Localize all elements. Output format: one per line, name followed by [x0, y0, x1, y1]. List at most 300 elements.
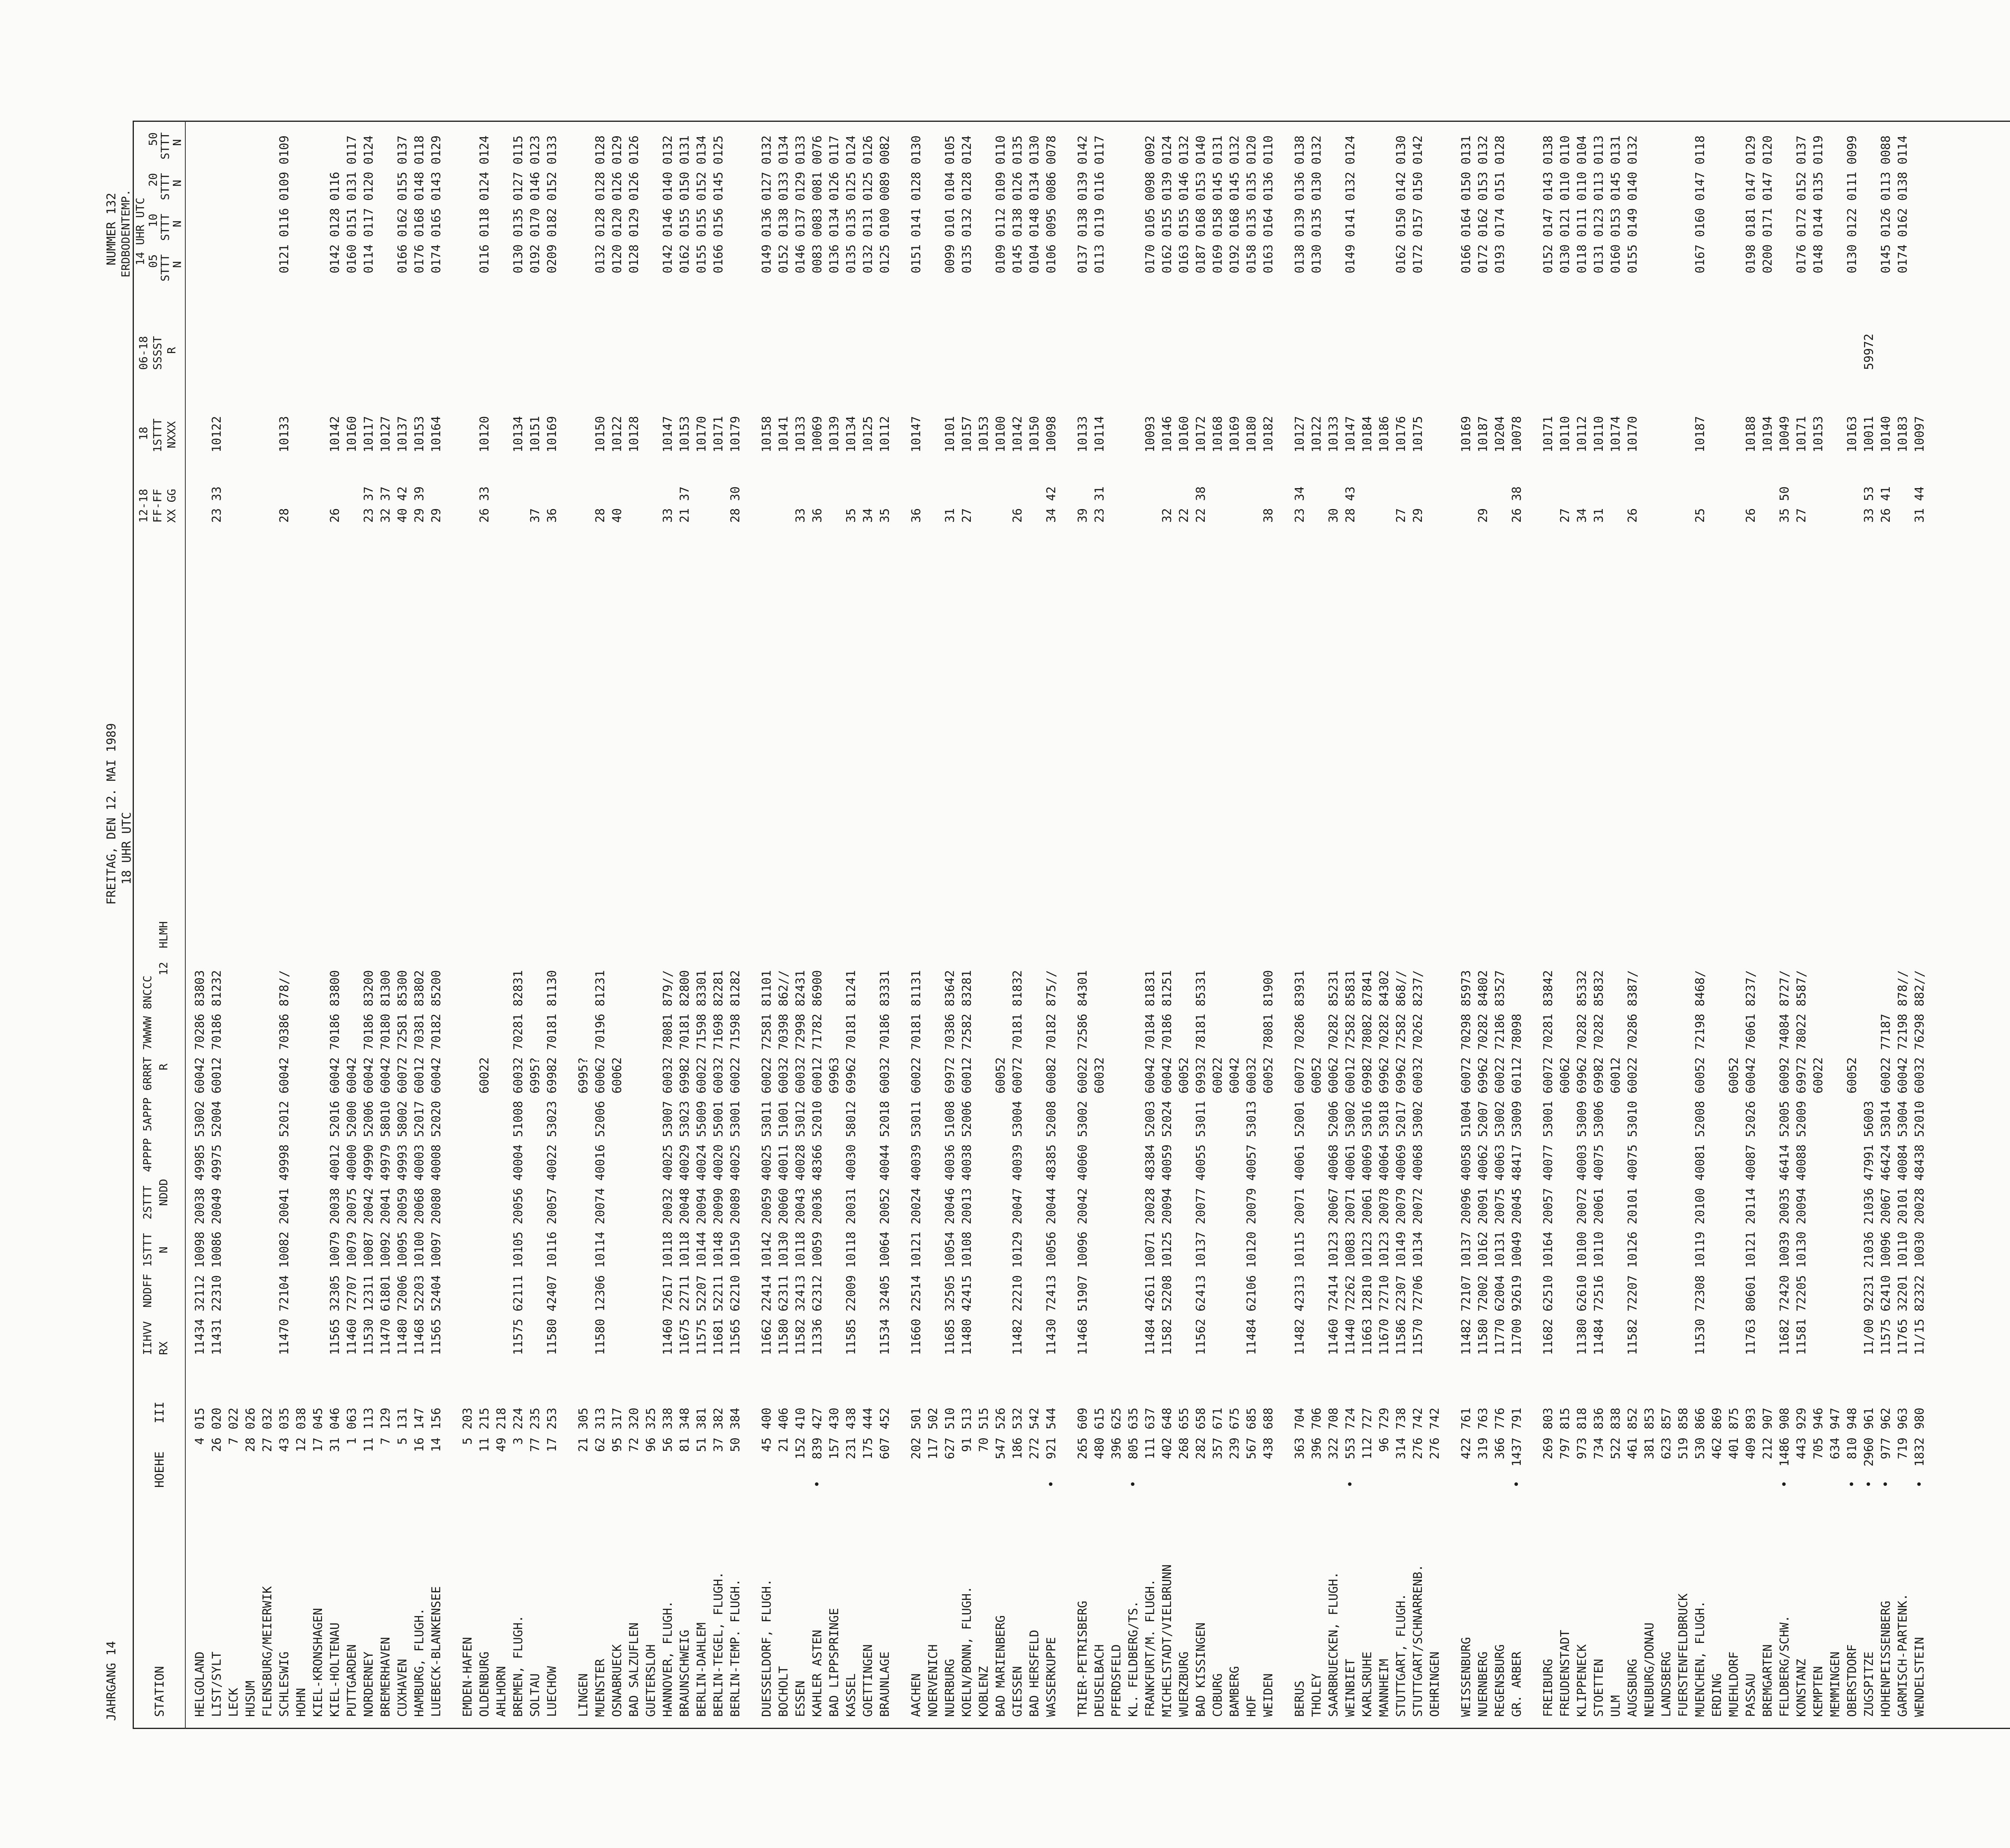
cell-erd: 0172 0157 0150 0142 — [1411, 135, 1425, 273]
cell-hoehe: 11 — [478, 1437, 492, 1452]
cell-iii: 235 — [528, 1407, 542, 1429]
cell-main: 11482 72107 10137 20096 40058 51004 60072 70298 85973 — [1459, 970, 1473, 1355]
cell-erd: 0148 0144 0135 0119 — [1811, 135, 1825, 273]
cell-main: 60052 — [1177, 1057, 1191, 1355]
cell-iii: 708 — [1327, 1407, 1341, 1429]
cell-main: 60032 — [1093, 1057, 1107, 1355]
cell-main: 11585 22009 10118 20031 40030 58012 69962 70181 81241 — [844, 970, 858, 1355]
cell-hoehe: 623 — [1659, 1437, 1674, 1460]
cell-station: FREIBURG — [1541, 1659, 1555, 1717]
cell-hoehe: 152 — [794, 1437, 808, 1460]
cell-ff: 32 — [1160, 508, 1174, 523]
cell-ff: 36 — [545, 508, 559, 523]
cell-hoehe: 322 — [1327, 1437, 1341, 1460]
cell-station: PFERDSFELD — [1110, 1644, 1124, 1717]
col-ff-1: 12-18 — [137, 489, 150, 523]
cell-main: 11586 22307 10149 20079 40069 52017 69962 72582 868// — [1394, 970, 1408, 1355]
cell-star: • — [1044, 1480, 1058, 1488]
cell-iii: 038 — [294, 1407, 308, 1429]
cell-iii: 609 — [1076, 1407, 1090, 1429]
cell-stt: 10120 — [478, 416, 492, 452]
cell-station: PASSAU — [1744, 1673, 1758, 1717]
cell-iii: 658 — [1194, 1407, 1208, 1429]
cell-stt: 10117 — [362, 416, 376, 452]
cell-iii: 502 — [926, 1407, 940, 1429]
cell-hoehe: 11 — [362, 1437, 376, 1452]
cell-hoehe: 396 — [1310, 1437, 1324, 1460]
cell-iii: 026 — [244, 1407, 258, 1429]
cell-erd: 0128 0129 0126 0126 — [627, 135, 641, 273]
cell-stt: 10169 — [1228, 416, 1242, 452]
cell-erd: 0166 0162 0155 0137 — [396, 135, 410, 273]
cell-main: 11582 72207 10126 20101 40075 53010 60022 70286 8387/ — [1626, 970, 1640, 1355]
cell-stt: 10133 — [1076, 416, 1090, 452]
cell-stt: 10160 — [1177, 416, 1191, 452]
cell-ff: 40 — [610, 508, 624, 523]
cell-hoehe: 553 — [1343, 1437, 1358, 1460]
cell-iii: 776 — [1493, 1407, 1507, 1429]
cell-hoehe: 810 — [1845, 1437, 1859, 1460]
cell-erd: 0152 0147 0143 0138 — [1541, 135, 1555, 273]
cell-station: NOERVENICH — [926, 1644, 940, 1717]
cell-main: 6995? — [576, 1057, 591, 1355]
col-station: STATION — [153, 1666, 167, 1717]
cell-iii: 963 — [1896, 1407, 1910, 1429]
cell-iii: 045 — [311, 1407, 325, 1429]
cell-ff: 36 — [810, 508, 825, 523]
cell-erd: 0163 0164 0136 0110 — [1261, 135, 1276, 273]
cell-station: KIEL-KRONSHAGEN — [311, 1608, 325, 1717]
cell-stt: 10133 — [277, 416, 291, 452]
cell-hoehe: 1486 — [1778, 1437, 1792, 1467]
cell-stt: 10187 — [1693, 416, 1707, 452]
cell-stt: 10171 — [1541, 416, 1555, 452]
cell-ff: 26 41 — [1879, 486, 1893, 523]
cell-ff: 28 30 — [728, 486, 742, 523]
cell-erd: 0130 0135 0130 0132 — [1310, 135, 1324, 273]
cell-erd: 0174 0165 0143 0129 — [429, 135, 443, 273]
cell-stt: 10151 — [528, 416, 542, 452]
cell-main: 11700 92619 10049 20045 48417 53009 60112 78098 — [1510, 1014, 1524, 1355]
cell-hoehe: 12 — [294, 1437, 308, 1452]
cell-stt: 10180 — [1245, 416, 1259, 452]
cell-erd: 0116 0118 0124 0124 — [478, 135, 492, 273]
cell-iii: 763 — [1476, 1407, 1490, 1429]
cell-iii: 544 — [1044, 1407, 1058, 1429]
cell-station: AHLHORN — [494, 1666, 509, 1717]
cell-main: 6995? — [528, 1057, 542, 1355]
cell-erd: 0155 0155 0152 0134 — [695, 135, 709, 273]
cell-hoehe: 95 — [610, 1437, 624, 1452]
cell-station: BERLIN-DAHLEM — [695, 1622, 709, 1717]
cell-ff: 29 39 — [412, 486, 427, 523]
cell-main: 11582 52208 10125 20094 40059 52024 60042 70186 81251 — [1160, 970, 1174, 1355]
jahrgang-label: JAHRGANG 14 — [105, 1641, 119, 1721]
cell-hoehe: 56 — [661, 1437, 675, 1452]
cell-stt: 10170 — [1626, 416, 1640, 452]
cell-iii: 675 — [1228, 1407, 1242, 1429]
cell-iii: 648 — [1160, 1407, 1174, 1429]
cell-station: KL. FELDBERG/TS. — [1126, 1601, 1140, 1717]
cell-iii: 338 — [661, 1407, 675, 1429]
cell-ff: 22 38 — [1194, 486, 1208, 523]
cell-stt: 10153 — [977, 416, 991, 452]
cell-iii: 224 — [511, 1407, 525, 1429]
cell-iii: 113 — [362, 1407, 376, 1429]
cell-hoehe: 21 — [576, 1437, 591, 1452]
cell-stt: 10112 — [1575, 416, 1589, 452]
cell-erd: 0149 0141 0132 0124 — [1343, 135, 1358, 273]
cell-hoehe: 112 — [1360, 1437, 1374, 1460]
cell-stt: 10169 — [545, 416, 559, 452]
cell-main: 60042 — [1228, 1057, 1242, 1355]
cell-station: BAD LIPPSPRINGE — [827, 1608, 841, 1717]
cell-hoehe: 45 — [760, 1437, 774, 1452]
cell-station: COBURG — [1211, 1673, 1225, 1717]
col-stt-3: NXXX — [165, 421, 178, 448]
cell-iii: 946 — [1811, 1407, 1825, 1429]
cell-hoehe: 7 — [227, 1437, 241, 1445]
cell-erd: 0114 0117 0120 0124 — [362, 135, 376, 273]
cell-station: KEMPTEN — [1811, 1666, 1825, 1717]
cell-star: • — [1126, 1480, 1140, 1488]
cell-stt: 10147 — [1343, 416, 1358, 452]
cell-hoehe: 117 — [926, 1437, 940, 1460]
cell-main: 11565 32305 10079 20038 40012 52016 60042 70186 83800 — [328, 970, 342, 1355]
cell-stt: 10168 — [1211, 416, 1225, 452]
cell-main: 11470 72104 10082 20041 49998 52012 60042 70386 878// — [277, 970, 291, 1355]
cell-main: 11336 62312 10059 20036 48366 52010 60012 71782 86900 — [810, 970, 825, 1355]
cell-station: CUXHAVEN — [396, 1659, 410, 1717]
cell-stt: 10011 — [1862, 416, 1876, 452]
cell-station: LUECHOW — [545, 1666, 559, 1717]
cell-stt: 10153 — [1811, 416, 1825, 452]
cell-hoehe: 186 — [1011, 1437, 1025, 1460]
col-stt-2: 1STTT — [151, 418, 164, 452]
cell-stt: 10160 — [345, 416, 359, 452]
cell-station: KAHLER ASTEN — [810, 1630, 825, 1717]
cell-main: 11682 62510 10164 20057 40077 53001 60072 70281 83842 — [1541, 970, 1555, 1355]
cell-ff: 34 — [861, 508, 875, 523]
cell-station: BOCHOLT — [777, 1666, 791, 1717]
cell-erd: 0135 0132 0128 0124 — [960, 135, 974, 273]
cell-hoehe: 96 — [1377, 1437, 1391, 1452]
cell-iii: 791 — [1510, 1407, 1524, 1429]
cell-star: • — [1913, 1480, 1927, 1488]
cell-iii: 046 — [328, 1407, 342, 1429]
col-stt-1: 18 — [137, 427, 150, 440]
cell-station: WASSERKUPPE — [1044, 1637, 1058, 1717]
cell-stt: 10142 — [1011, 416, 1025, 452]
cell-main: 11380 62610 10100 20072 40003 53009 69962 70282 85332 — [1575, 970, 1589, 1355]
cell-stt: 10171 — [712, 416, 726, 452]
cell-station: AUGSBURG — [1626, 1659, 1640, 1717]
cell-erd: 0169 0158 0145 0131 — [1211, 135, 1225, 273]
cell-erd: 0121 0116 0109 0109 — [277, 135, 291, 273]
cell-hoehe: 357 — [1211, 1437, 1225, 1460]
cell-hoehe: 265 — [1076, 1437, 1090, 1460]
cell-stt: 10137 — [396, 416, 410, 452]
cell-erd: 0209 0182 0152 0133 — [545, 135, 559, 273]
cell-main: 11460 72617 10118 20032 40025 53007 60032 78081 879// — [661, 970, 675, 1355]
cell-hoehe: 70 — [977, 1437, 991, 1452]
time-label: 18 UHR UTC — [120, 812, 134, 885]
cell-main: 11480 72006 10095 20059 49993 58002 60072 72581 85300 — [396, 970, 410, 1355]
cell-iii: 035 — [277, 1407, 291, 1429]
cell-ff: 38 — [1261, 508, 1276, 523]
cell-hoehe: 239 — [1228, 1437, 1242, 1460]
cell-ff: 26 — [328, 508, 342, 523]
cell-erd: 0109 0112 0109 0110 — [994, 135, 1008, 273]
cell-iii: 852 — [1626, 1407, 1640, 1429]
cell-main: 60022 — [1811, 1057, 1825, 1355]
cell-main: 11580 42407 10116 20057 40022 53023 69982 70181 81130 — [545, 970, 559, 1355]
cell-ff: 33 53 — [1862, 486, 1876, 523]
cell-station: BRAUNSCHWEIG — [678, 1630, 692, 1717]
cell-ff: 26 — [1744, 508, 1758, 523]
cell-erd: 0149 0136 0127 0132 — [760, 135, 774, 273]
cell-ff: 27 — [1394, 508, 1408, 523]
cell-erd: 0142 0128 0116 — [328, 172, 342, 273]
cell-iii: 218 — [494, 1407, 509, 1429]
cell-hoehe: 202 — [909, 1437, 923, 1460]
cell-station: KASSEL — [844, 1673, 858, 1717]
cell-erd: 0174 0162 0138 0114 — [1896, 135, 1910, 273]
cell-erd: 0125 0100 0089 0082 — [878, 135, 892, 273]
erdboden-time: 14 UHR UTC — [133, 197, 147, 265]
cell-erd: 0132 0128 0128 0128 — [593, 135, 607, 273]
cell-main: 60062 — [1558, 1057, 1572, 1355]
cell-iii: 625 — [1110, 1407, 1124, 1429]
cell-station: HOF — [1245, 1695, 1259, 1717]
cell-ff: 35 50 — [1778, 486, 1792, 523]
cell-iii: 015 — [193, 1407, 207, 1429]
cell-iii: 729 — [1377, 1407, 1391, 1429]
cell-erd: 0142 0146 0140 0132 — [661, 135, 675, 273]
cell-stt: 10157 — [960, 416, 974, 452]
cell-hoehe: 14 — [429, 1437, 443, 1452]
cell-ff: 27 — [1558, 508, 1572, 523]
cell-hoehe: 5 — [396, 1437, 410, 1445]
cell-stt: 10158 — [760, 416, 774, 452]
col-erd-2: STTT STTT STTT STTT — [158, 132, 172, 281]
cell-ff: 36 — [909, 508, 923, 523]
cell-main: 11530 72308 10119 20100 40081 52008 60052 72198 8468/ — [1693, 970, 1707, 1355]
cell-stt: 10194 — [1761, 416, 1775, 452]
cell-hoehe: 269 — [1541, 1437, 1555, 1460]
cell-main: 11660 22514 10121 20024 40039 53011 60022 70181 81131 — [909, 970, 923, 1355]
cell-station: FREUDENSTADT — [1558, 1630, 1572, 1717]
cell-ff: 28 43 — [1343, 486, 1358, 523]
cell-station: ESSEN — [794, 1680, 808, 1717]
cell-erd: 0152 0138 0133 0134 — [777, 135, 791, 273]
cell-iii: 515 — [977, 1407, 991, 1429]
cell-ff: 29 — [1476, 508, 1490, 523]
cell-hoehe: 402 — [1160, 1437, 1174, 1460]
cell-hoehe: 530 — [1693, 1437, 1707, 1460]
cell-main: 11468 51907 10096 20042 40060 53002 60022 72586 84301 — [1076, 970, 1090, 1355]
cell-station: REGENSBURG — [1493, 1644, 1507, 1717]
cell-star: • — [1862, 1480, 1876, 1488]
cell-iii: 430 — [827, 1407, 841, 1429]
cell-star: • — [1879, 1480, 1893, 1488]
cell-erd: 0155 0149 0140 0132 — [1626, 135, 1640, 273]
header-rule — [185, 121, 186, 1729]
cell-hoehe: 49 — [494, 1437, 509, 1452]
cell-iii: 907 — [1761, 1407, 1775, 1429]
cell-hoehe: 16 — [412, 1437, 427, 1452]
cell-stt: 10139 — [827, 416, 841, 452]
cell-iii: 020 — [210, 1407, 224, 1429]
cell-station: BERUS — [1293, 1680, 1307, 1717]
cell-erd: 0172 0162 0153 0132 — [1476, 135, 1490, 273]
cell-main: 11480 42415 10108 20013 40038 52006 60012 72582 83281 — [960, 970, 974, 1355]
cell-stt: 10187 — [1476, 416, 1490, 452]
cell-star: • — [1343, 1480, 1358, 1488]
cell-station: BAD KISSINGEN — [1194, 1622, 1208, 1717]
cell-station: FELDBERG/SCHW. — [1778, 1615, 1792, 1717]
cell-main: 11484 72516 10110 20061 40075 53006 69982 70282 85832 — [1592, 970, 1606, 1355]
cell-station: GR. ARBER — [1510, 1651, 1524, 1717]
cell-hoehe: 17 — [311, 1437, 325, 1452]
cell-stt: 10142 — [328, 416, 342, 452]
cell-stt: 10146 — [1160, 416, 1174, 452]
cell-iii: 131 — [396, 1407, 410, 1429]
cell-ff: 34 42 — [1044, 486, 1058, 523]
erdboden-label: ERDBODENTEMP. — [119, 189, 132, 277]
cell-main: 11581 72205 10130 20094 40088 52009 69972 78022 8587/ — [1795, 970, 1809, 1355]
cell-stt: 10182 — [1261, 416, 1276, 452]
cell-ff: 31 44 — [1913, 486, 1927, 523]
cell-station: BAD SALZUFLEN — [627, 1622, 641, 1717]
cell-erd: 0145 0138 0126 0135 — [1011, 135, 1025, 273]
rotated-page — [105, 101, 2010, 1729]
cell-iii: 893 — [1744, 1407, 1758, 1429]
cell-station: WEINBIET — [1343, 1659, 1358, 1717]
cell-erd: 0192 0170 0146 0123 — [528, 135, 542, 273]
cell-iii: 727 — [1360, 1407, 1374, 1429]
cell-main: 11534 32405 10064 20052 40044 52018 60032 70186 83331 — [878, 970, 892, 1355]
cell-iii: 685 — [1245, 1407, 1259, 1429]
cell-station: KONSTANZ — [1795, 1659, 1809, 1717]
cell-stt: 10172 — [1194, 416, 1208, 452]
cell-station: HUSUM — [244, 1680, 258, 1717]
cell-stt: 10170 — [695, 416, 709, 452]
cell-station: HAMBURG, FLUGH. — [412, 1608, 427, 1717]
cell-main: 11570 72706 10134 20072 40068 53002 60032 70262 8237/ — [1411, 970, 1425, 1355]
cell-station: KOELN/BONN, FLUGH. — [960, 1586, 974, 1717]
cell-main: 11662 22414 10142 20059 40025 53011 60022 72581 81101 — [760, 970, 774, 1355]
cell-hoehe: 607 — [878, 1437, 892, 1460]
cell-station: NEUBURG/DONAU — [1643, 1622, 1657, 1717]
cell-main: 11765 32201 10110 20101 40084 53004 60042 72198 878// — [1896, 970, 1910, 1355]
cell-erd: 0163 0155 0146 0132 — [1177, 135, 1191, 273]
cell-erd: 0113 0119 0116 0117 — [1093, 135, 1107, 273]
col-ff-2: FF-FF — [151, 489, 164, 523]
cell-ff: 39 — [1076, 508, 1090, 523]
cell-iii: 305 — [576, 1407, 591, 1429]
cell-erd: 0137 0138 0139 0142 — [1076, 135, 1090, 273]
cell-station: STUTTGART/SCHNARRENB. — [1411, 1564, 1425, 1717]
cell-hoehe: 522 — [1609, 1437, 1623, 1460]
cell-main: 69963 — [827, 1057, 841, 1355]
cell-main: 11575 52207 10144 20094 40024 55009 60022 71598 83301 — [695, 970, 709, 1355]
cell-iii: 501 — [909, 1407, 923, 1429]
cell-main: 11/15 82322 10030 20028 48438 52010 60032 76298 882// — [1913, 970, 1927, 1355]
cell-iii: 980 — [1913, 1407, 1927, 1429]
cell-station: KARLSRUHE — [1360, 1651, 1374, 1717]
cell-station: HANNOVER, FLUGH. — [661, 1601, 675, 1717]
cell-hoehe: 27 — [260, 1437, 275, 1452]
cell-ff: 37 — [528, 508, 542, 523]
cell-iii: 962 — [1879, 1407, 1893, 1429]
cell-ff: 23 33 — [210, 486, 224, 523]
cell-erd: 0130 0122 0111 0099 — [1845, 135, 1859, 273]
cell-erd: 0200 0171 0147 0120 — [1761, 135, 1775, 273]
nummer-label: NUMMER 132 — [105, 193, 119, 265]
cell-station: LANDSBERG — [1659, 1651, 1674, 1717]
cell-iii: 655 — [1177, 1407, 1191, 1429]
cell-erd: 0170 0105 0098 0092 — [1143, 135, 1157, 273]
cell-iii: 866 — [1693, 1407, 1707, 1429]
cell-stt: 10140 — [1879, 416, 1893, 452]
cell-hoehe: 1832 — [1913, 1437, 1927, 1467]
cell-main: 60022 — [478, 1057, 492, 1355]
cell-stt: 10174 — [1609, 416, 1623, 452]
cell-main: 11565 52404 10097 20080 40008 52020 60042 70182 85200 — [429, 970, 443, 1355]
cell-station: OLDENBURG — [478, 1651, 492, 1717]
cell-hoehe: 17 — [545, 1437, 559, 1452]
cell-main: 60052 — [1845, 1057, 1859, 1355]
cell-main: 11484 42611 10071 20028 48384 52003 60042 70184 81831 — [1143, 970, 1157, 1355]
cell-stt: 10112 — [878, 416, 892, 452]
cell-station: GIESSEN — [1011, 1666, 1025, 1717]
cell-main: 11681 52211 10148 20090 40020 55001 60032 71698 82281 — [712, 970, 726, 1355]
cell-main: 11565 62210 10150 20089 40025 53001 60022 71598 81282 — [728, 970, 742, 1355]
cell-hoehe: 1437 — [1510, 1437, 1524, 1467]
cell-station: MEMMINGEN — [1828, 1651, 1842, 1717]
cell-iii: 400 — [760, 1407, 774, 1429]
cell-main: 11663 12810 10123 20061 40069 53016 69982 78082 87841 — [1360, 970, 1374, 1355]
cell-iii: 147 — [412, 1407, 427, 1429]
cell-erd: 0118 0111 0110 0104 — [1575, 135, 1589, 273]
cell-iii: 815 — [1558, 1407, 1572, 1429]
cell-hoehe: 37 — [712, 1437, 726, 1452]
cell-erd: 0132 0131 0125 0126 — [861, 135, 875, 273]
cell-iii: 215 — [478, 1407, 492, 1429]
cell-hoehe: 366 — [1493, 1437, 1507, 1460]
cell-hoehe: 409 — [1744, 1437, 1758, 1460]
cell-stt: 10147 — [661, 416, 675, 452]
cell-stt: 10163 — [1845, 416, 1859, 452]
cell-stt: 10069 — [810, 416, 825, 452]
cell-iii: 947 — [1828, 1407, 1842, 1429]
cell-iii: 382 — [712, 1407, 726, 1429]
col-erd-1: 05 10 20 50 — [146, 132, 160, 281]
cell-station: LIST/SYLT — [210, 1651, 224, 1717]
table-frame — [133, 121, 2010, 1729]
cell-main: 11575 62111 10105 20056 40004 51008 60032 70281 82831 — [511, 970, 525, 1355]
cell-ff: 32 37 — [379, 486, 393, 523]
cell-iii: 671 — [1211, 1407, 1225, 1429]
cell-hoehe: 43 — [277, 1437, 291, 1452]
cell-erd: 0136 0134 0126 0117 — [827, 135, 841, 273]
cell-hoehe: 157 — [827, 1437, 841, 1460]
cell-stt: 10122 — [1310, 416, 1324, 452]
cell-station: LINGEN — [576, 1673, 591, 1717]
cell-hoehe: 462 — [1710, 1437, 1724, 1460]
cell-station: WEIDEN — [1261, 1673, 1276, 1717]
